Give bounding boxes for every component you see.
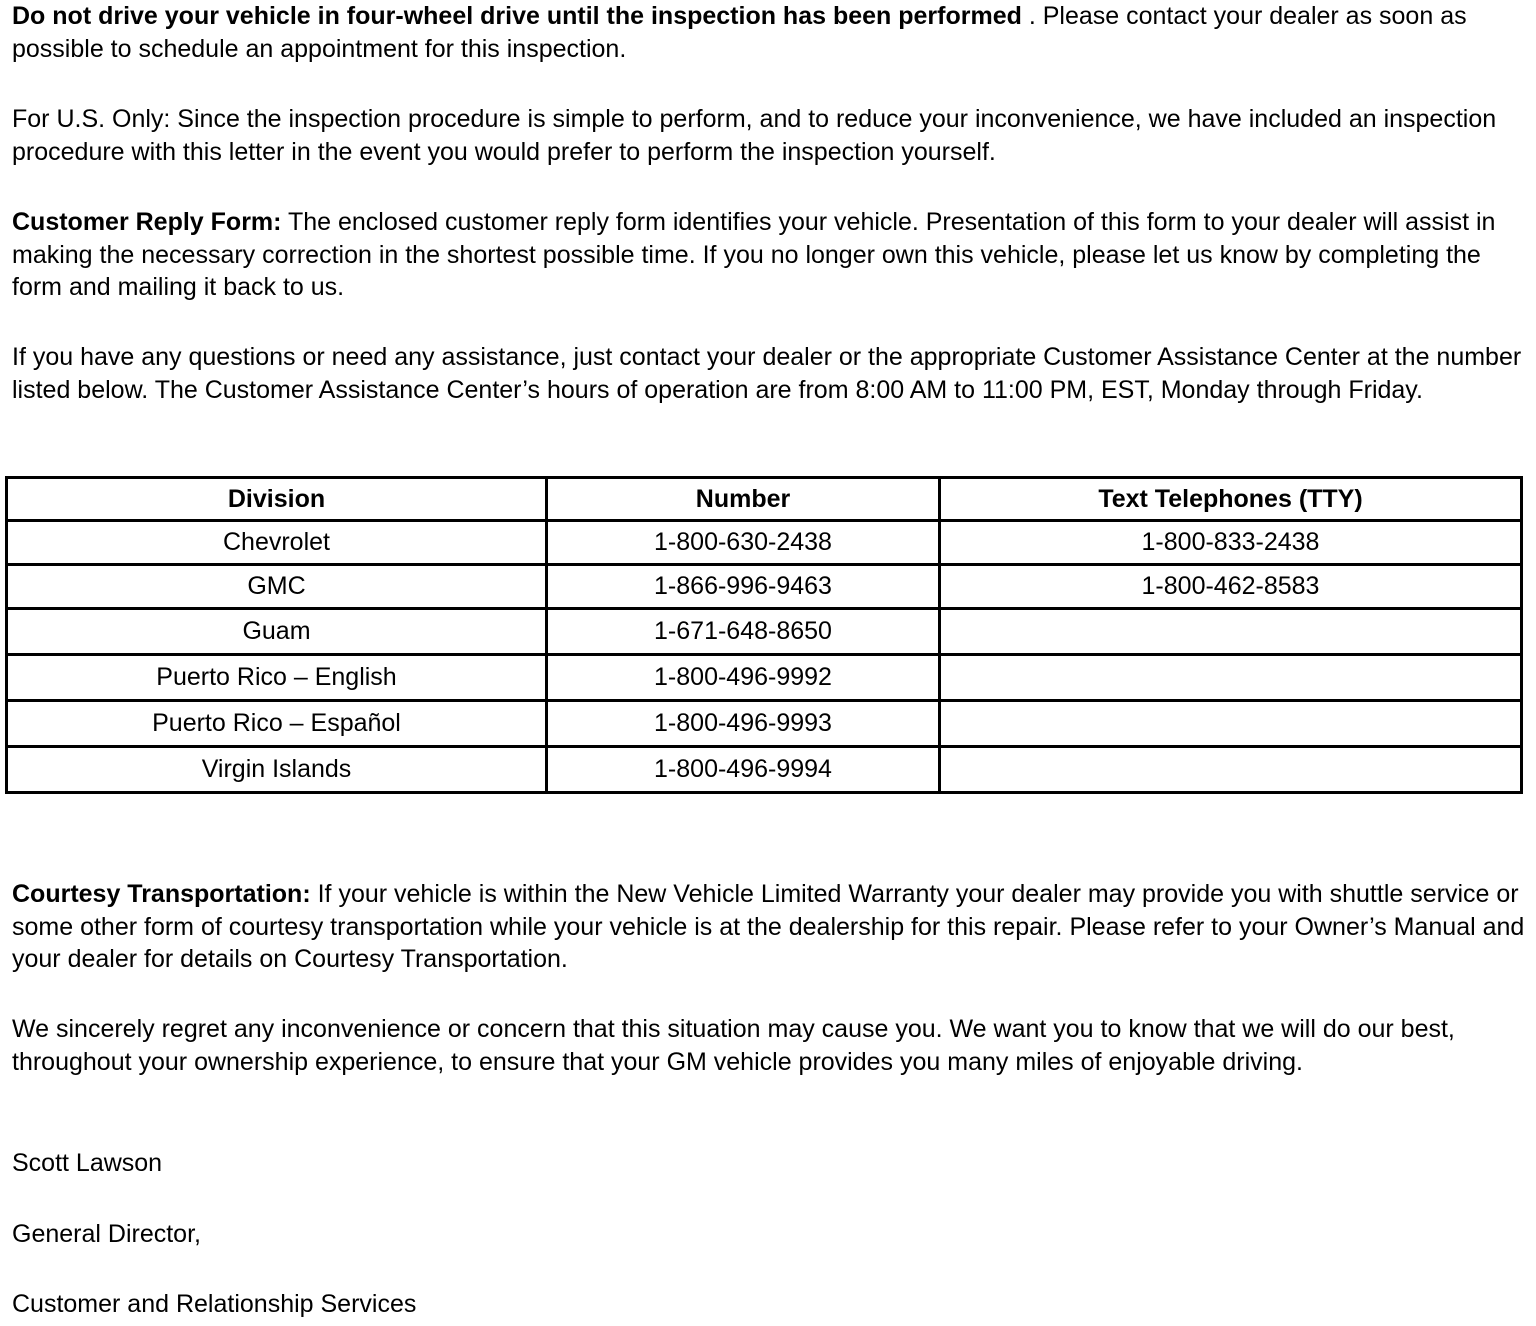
number-cell: 1-800-496-9994: [547, 747, 940, 793]
division-cell: Virgin Islands: [7, 747, 547, 793]
tty-cell: [940, 655, 1522, 701]
table-row: [7, 655, 1522, 701]
tty-cell: [940, 747, 1522, 793]
reply-form-paragraph: [12, 206, 1527, 304]
header-tty: Text Telephones (TTY): [940, 478, 1522, 521]
courtesy-paragraph: [12, 878, 1527, 976]
courtesy-text: If your vehicle is within the New Vehicle Limited Warranty your dealer may provide you with shuttle service or some other form of courtesy transportation while your vehicle is at the dealership for this repair. Please refer to your Owner’s Manual and your dealer for details on Courtesy Transportation.: [12, 880, 1525, 973]
tty-cell: [940, 701, 1522, 747]
intro-bold-lead: Do not drive your vehicle in four-wheel drive until the inspection has been performed: [12, 2, 1022, 30]
division-cell: Guam: [7, 609, 547, 655]
division-cell: Puerto Rico – Español: [7, 701, 547, 747]
header-division: Division: [7, 478, 547, 521]
table-row: [7, 701, 1522, 747]
reply-form-text: The enclosed customer reply form identifies your vehicle. Presentation of this form to your dealer will assist in making the necessary correction in the shortest possible time. If you no longer own this vehicle, please let us know by completing the form and mailing it back to us.: [12, 208, 1496, 301]
tty-cell: [940, 609, 1522, 655]
number-cell: 1-800-496-9992: [547, 655, 940, 701]
division-cell: GMC: [7, 565, 547, 609]
signer-department: Customer and Relationship Services: [12, 1290, 417, 1318]
header-number: Number: [547, 478, 940, 521]
table-row: [7, 565, 1522, 609]
signer-name: Scott Lawson: [12, 1149, 163, 1177]
division-cell: Chevrolet: [7, 521, 547, 565]
intro-paragraph: [12, 0, 1527, 65]
number-cell: 1-800-496-9993: [547, 701, 940, 747]
tty-cell: 1-800-833-2438: [940, 521, 1522, 565]
regret-paragraph: We sincerely regret any inconvenience or concern that this situation may cause you. We want you to know that we will do our best, throughout your ownership experience, to ensure that your GM vehicle provides you many miles of enjoyable driving.: [12, 1015, 1455, 1076]
intro-text: . Please contact your dealer as soon as possible to schedule an appointment for this inspection.: [12, 2, 1467, 63]
tty-cell: 1-800-462-8583: [940, 565, 1522, 609]
table-row: [7, 747, 1522, 793]
reply-form-label: Customer Reply Form:: [12, 208, 282, 236]
signer-title: General Director,: [12, 1220, 201, 1248]
questions-paragraph: If you have any questions or need any assistance, just contact your dealer or the appropriate Customer Assistance Center at the number listed below. The Customer Assistance Center’s hours of operation are from 8:00 AM to 11:00 PM, EST, Monday through Friday.: [12, 343, 1522, 404]
number-cell: 1-866-996-9463: [547, 565, 940, 609]
contact-table: [5, 476, 1523, 794]
contact-table-header-row: [7, 478, 1522, 521]
us-only-paragraph: For U.S. Only: Since the inspection procedure is simple to perform, and to reduce your inconvenience, we have included an inspection procedure with this letter in the event you would prefer to perform the inspection yourself.: [12, 105, 1497, 166]
courtesy-label: Courtesy Transportation:: [12, 880, 311, 908]
number-cell: 1-800-630-2438: [547, 521, 940, 565]
table-row: [7, 521, 1522, 565]
division-cell: Puerto Rico – English: [7, 655, 547, 701]
table-row: [7, 609, 1522, 655]
number-cell: 1-671-648-8650: [547, 609, 940, 655]
